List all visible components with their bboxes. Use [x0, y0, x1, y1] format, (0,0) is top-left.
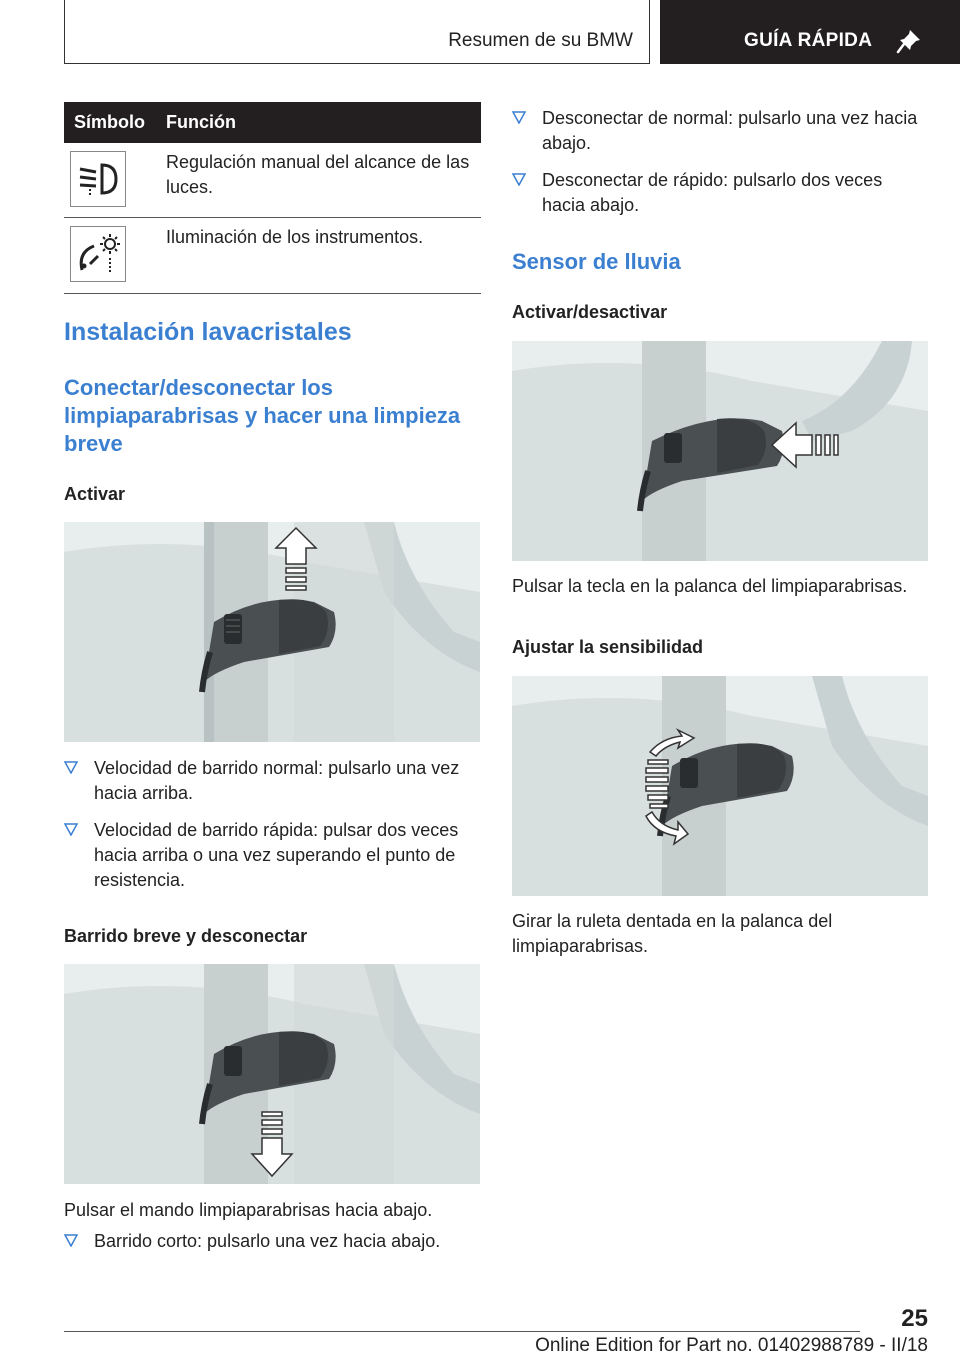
col-function-header: Función	[166, 112, 236, 132]
triangle-bullet-icon	[64, 822, 78, 836]
subsection-heading: Conectar/desconectar los limpiaparabrisas y hacer una limpieza breve	[64, 375, 461, 456]
figure-rain-sensor-button	[512, 341, 928, 561]
triangle-bullet-icon	[512, 110, 526, 124]
figure-wiper-down	[64, 964, 480, 1184]
tab-label: GUÍA RÁPIDA	[744, 30, 873, 51]
right-bullet-list	[512, 106, 928, 230]
header-frame	[64, 0, 650, 64]
figure-wiper-up	[64, 522, 480, 742]
activate-label: Activar	[64, 484, 126, 504]
footer-edition: Online Edition for Part no. 01402988789 - II/18	[535, 1335, 928, 1356]
toggle-label: Activar/desactivar	[512, 302, 668, 322]
sensitivity-text: Girar la ruleta dentada en la palanca del limpiaparabrisas.	[512, 911, 833, 956]
toggle-text: Pulsar la tecla en la palanca del limpiaparabrisas.	[512, 576, 908, 596]
brief-label: Barrido breve y desconectar	[64, 926, 308, 946]
figure-rain-sensor-wheel	[512, 676, 928, 896]
table-row	[64, 143, 481, 218]
list-item: Velocidad de barrido rápida: pulsar dos veces hacia arriba o una vez superando el punto de resistencia.	[64, 818, 481, 893]
quick-guide-tab[interactable]	[660, 0, 960, 64]
list-item: Desconectar de rápido: pulsarlo dos veces hacia abajo.	[512, 168, 928, 218]
section-title: Resumen de su BMW	[448, 30, 633, 51]
sensitivity-label: Ajustar la sensibilidad	[512, 637, 704, 657]
headlight-range-icon	[70, 151, 126, 207]
page-number: 25	[901, 1305, 928, 1332]
symbol-table	[64, 102, 481, 294]
triangle-bullet-icon	[64, 1233, 78, 1247]
triangle-bullet-icon	[512, 172, 526, 186]
triangle-bullet-icon	[64, 760, 78, 774]
list-item: Barrido corto: pulsarlo una vez hacia abajo.	[64, 1229, 481, 1254]
instrument-lighting-icon	[70, 226, 126, 282]
col-symbol-header: Símbolo	[74, 112, 145, 132]
brief-text: Pulsar el mando limpiaparabrisas hacia abajo.	[64, 1200, 433, 1220]
brief-bullet-list	[64, 1229, 481, 1266]
table-cell-text: Iluminación de los instrumentos.	[166, 227, 424, 247]
table-row	[64, 218, 481, 294]
table-header	[64, 102, 481, 143]
section-heading: Instalación lavacristales	[64, 318, 352, 346]
list-item: Velocidad de barrido normal: pulsarlo una vez hacia arriba.	[64, 756, 481, 806]
pin-icon	[896, 28, 922, 54]
rain-sensor-heading: Sensor de lluvia	[512, 249, 681, 274]
list-item: Desconectar de normal: pulsarlo una vez hacia abajo.	[512, 106, 928, 156]
footer-divider	[64, 1331, 860, 1332]
activate-bullet-list	[64, 756, 481, 905]
table-cell-text: Regulación manual del alcance de las luces.	[166, 152, 470, 197]
